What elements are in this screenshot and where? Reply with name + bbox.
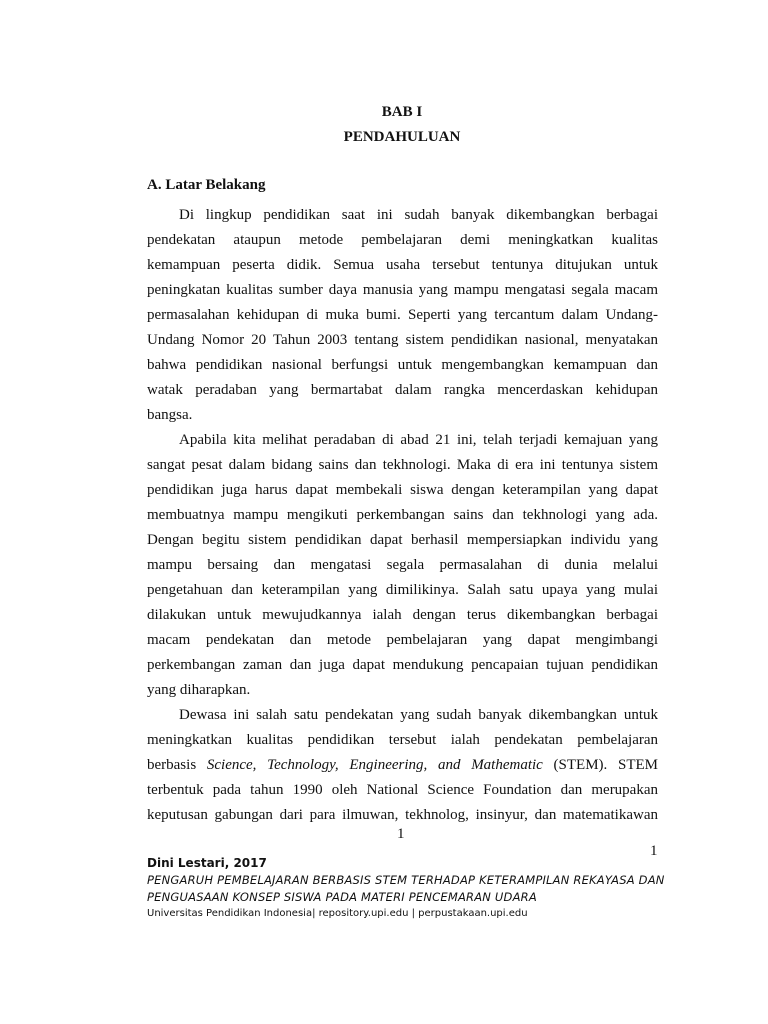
text-line: bahwa pendidikan nasional berfungsi untuk mengembangkan kemampuan dan bbox=[147, 357, 658, 373]
text-line: sangat pesat dalam bidang sains dan tekhnologi. Maka di era ini tentunya sistem bbox=[147, 457, 658, 473]
text-line: watak peradaban yang bermartabat dalam rangka mencerdaskan kehidupan bbox=[147, 382, 658, 398]
text-fragment: berbasis bbox=[147, 757, 207, 773]
footer-title-line: PENGARUH PEMBELAJARAN BERBASIS STEM TERHADAP KETERAMPILAN REKAYASA DAN bbox=[147, 873, 665, 887]
page-footer bbox=[147, 856, 665, 921]
text-line: Undang Nomor 20 Tahun 2003 tentang sistem pendidikan nasional, menyatakan bbox=[147, 332, 658, 348]
footer-author: Dini Lestari, 2017 bbox=[147, 856, 267, 870]
chapter-title: PENDAHULUAN bbox=[343, 129, 461, 145]
footer-institution: Universitas Pendidikan Indonesia| repository.upi.edu | perpustakaan.upi.edu bbox=[147, 908, 528, 919]
section-title: A. Latar Belakang bbox=[147, 177, 266, 193]
text-line: Di lingkup pendidikan saat ini sudah banyak dikembangkan berbagai bbox=[179, 207, 658, 223]
text-line: yang diharapkan. bbox=[147, 682, 251, 698]
text-line: keputusan gabungan dari para ilmuwan, tekhnolog, insinyur, dan matematikawan bbox=[147, 807, 658, 823]
italic-term: Science, Technology, Engineering, and Mathematic bbox=[206, 757, 543, 773]
page-number: 1 bbox=[397, 826, 405, 842]
text-line: kemampuan peserta didik. Semua usaha tersebut tentunya ditujukan untuk bbox=[147, 257, 658, 273]
page-number-right: 1 bbox=[650, 843, 658, 859]
text-line: dilakukan untuk mewujudkannya ialah dengan terus dikembangkan berbagai bbox=[147, 607, 658, 623]
footer-title-line: PENGUASAAN KONSEP SISWA PADA MATERI PENCEMARAN UDARA bbox=[147, 890, 537, 904]
text-line: pengetahuan dan keterampilan yang dimilikinya. Salah satu upaya yang mulai bbox=[147, 582, 658, 598]
chapter-number: BAB I bbox=[381, 104, 423, 120]
text-fragment: (STEM). STEM bbox=[542, 757, 658, 773]
text-line: peningkatan kualitas sumber daya manusia yang mampu mengatasi segala macam bbox=[147, 282, 658, 298]
text-line: Apabila kita melihat peradaban di abad 21 ini, telah terjadi kemajuan yang bbox=[179, 432, 658, 448]
text-line bbox=[147, 755, 658, 775]
text-line: Dengan begitu sistem pendidikan dapat berhasil mempersiapkan individu yang bbox=[147, 532, 658, 548]
text-line: Dewasa ini salah satu pendekatan yang sudah banyak dikembangkan untuk bbox=[179, 707, 658, 723]
text-line: meningkatkan kualitas pendidikan tersebut ialah pendekatan pembelajaran bbox=[147, 732, 658, 748]
text-line: perkembangan zaman dan juga dapat mendukung pencapaian tujuan pendidikan bbox=[147, 657, 658, 673]
text-line: pendidikan juga harus dapat membekali siswa dengan keterampilan yang dapat bbox=[147, 482, 658, 498]
text-line: macam pendekatan dan metode pembelajaran yang dapat mengimbangi bbox=[147, 632, 658, 648]
text-line: permasalahan kehidupan di muka bumi. Seperti yang tercantum dalam Undang- bbox=[147, 307, 658, 323]
text-line: bangsa. bbox=[147, 407, 193, 423]
text-line: terbentuk pada tahun 1990 oleh National Science Foundation dan merupakan bbox=[147, 782, 658, 798]
text-line: membuatnya mampu mengikuti perkembangan sains dan tekhnologi yang ada. bbox=[147, 507, 658, 523]
text-line: mampu bersaing dan mengatasi segala permasalahan di dunia melalui bbox=[147, 557, 658, 573]
text-line: pendekatan ataupun metode pembelajaran demi meningkatkan kualitas bbox=[147, 232, 658, 248]
